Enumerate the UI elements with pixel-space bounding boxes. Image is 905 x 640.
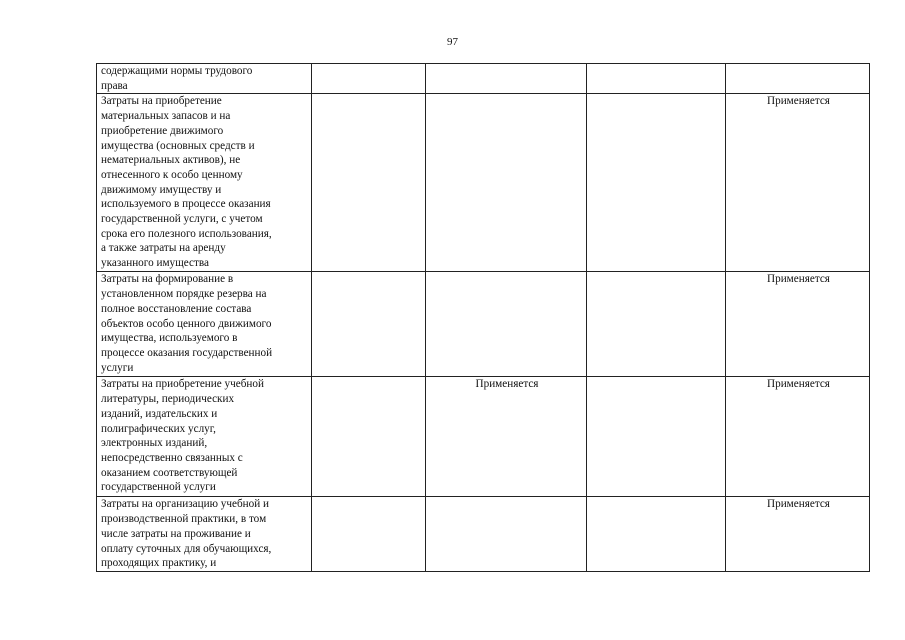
table-row xyxy=(97,64,870,94)
cost-description-cell: Затраты на организацию учебной и производственной практики, в том числе затраты на проживание и оплату суточных для обучающихся, проходящих практику, и xyxy=(97,497,312,572)
status-applies-cell: Применяется xyxy=(726,272,870,377)
cost-description-cell: содержащими нормы трудового права xyxy=(97,64,312,94)
table-cell xyxy=(726,64,870,94)
table-cell xyxy=(312,377,426,497)
cost-description-cell: Затраты на формирование в установленном порядке резерва на полное восстановление состава объектов особо ценного движимого имущества, используемого в процессе оказания государственной услуги xyxy=(97,272,312,377)
cost-table xyxy=(96,63,870,572)
table-cell xyxy=(312,497,426,572)
cost-description-cell: Затраты на приобретение материальных запасов и на приобретение движимого имущества (основных средств и нематериальных активов), не отнесенного к особо ценному движимому имуществу и используемого в процессе оказания государственной услуги, с учетом срока его полезного использования, а также затраты на аренду указанного имущества xyxy=(97,94,312,272)
table-cell xyxy=(426,94,587,272)
table-cell xyxy=(426,272,587,377)
table-cell xyxy=(587,272,726,377)
table-cell xyxy=(587,377,726,497)
table-cell xyxy=(426,64,587,94)
table-row xyxy=(97,94,870,272)
status-applies-cell: Применяется xyxy=(726,497,870,572)
status-applies-cell: Применяется xyxy=(726,377,870,497)
table-cell xyxy=(426,497,587,572)
table-cell xyxy=(312,94,426,272)
table-cell xyxy=(587,94,726,272)
table-cell xyxy=(587,497,726,572)
cost-description-cell: Затраты на приобретение учебной литературы, периодических изданий, издательских и полиграфических услуг, электронных изданий, непосредственно связанных с оказанием соответствующей государственной услуги xyxy=(97,377,312,497)
status-applies-cell: Применяется xyxy=(726,94,870,272)
table-row xyxy=(97,497,870,572)
status-applies-cell: Применяется xyxy=(426,377,587,497)
page-number: 97 xyxy=(447,36,458,48)
table-row xyxy=(97,377,870,497)
table-cell xyxy=(587,64,726,94)
table-cell xyxy=(312,64,426,94)
table-cell xyxy=(312,272,426,377)
table-row xyxy=(97,272,870,377)
